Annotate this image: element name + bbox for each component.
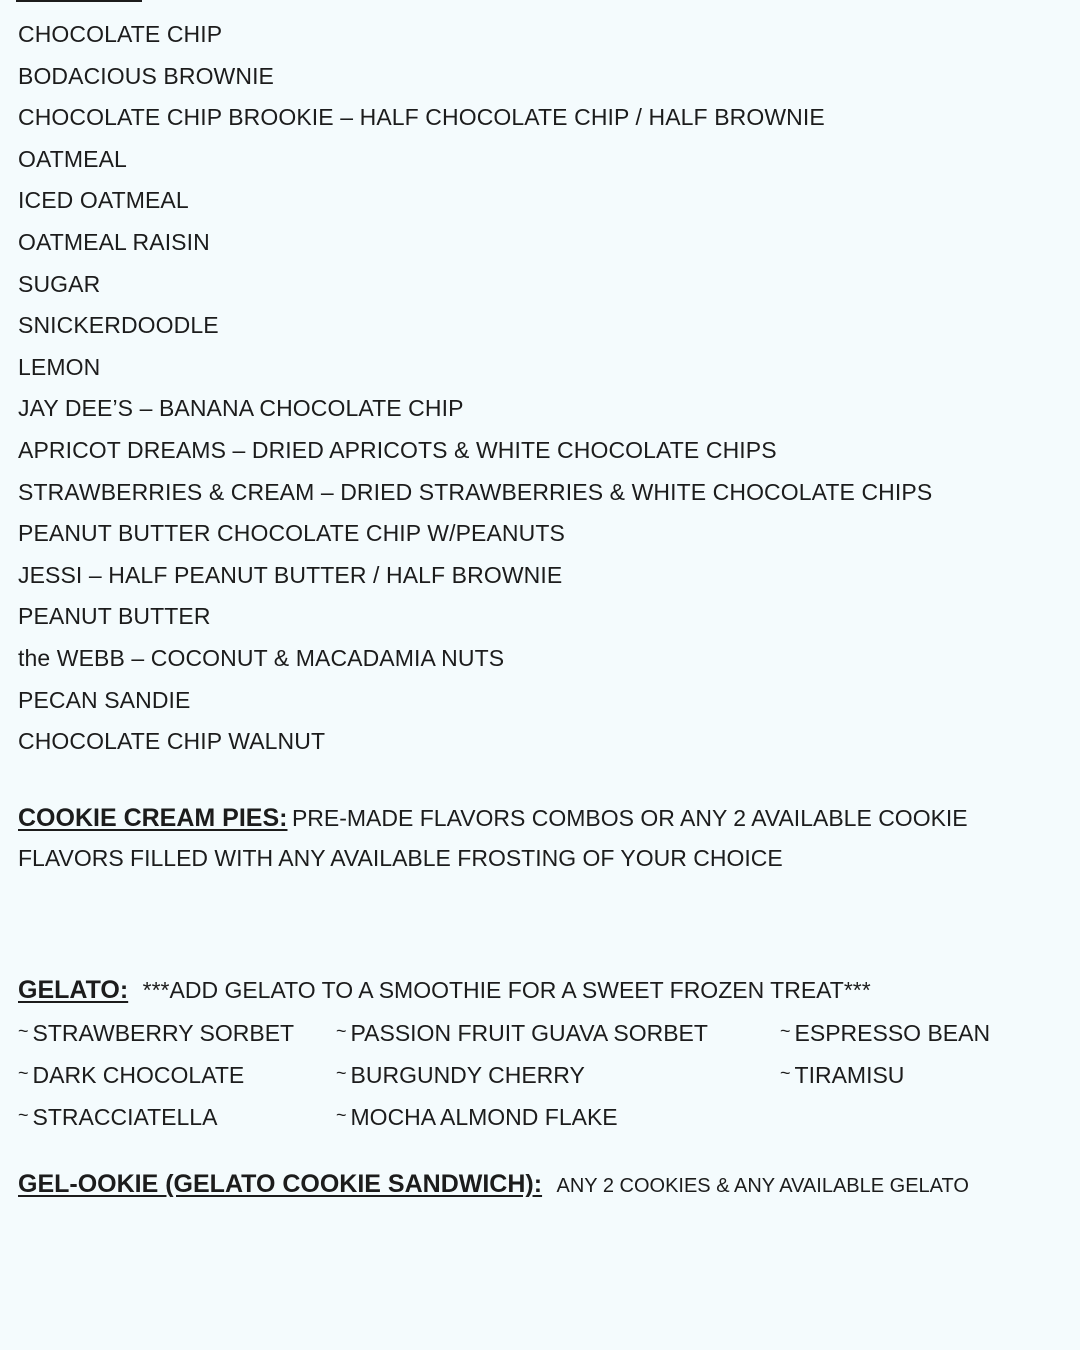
gelato-flavor-item: [18, 1011, 294, 1054]
gel-ookie-description: ANY 2 COOKIES & ANY AVAILABLE GELATO: [556, 1175, 969, 1197]
list-item: PEANUT BUTTER: [18, 603, 211, 630]
list-item: CHOCOLATE CHIP: [18, 21, 223, 47]
list-item: OATMEAL: [18, 145, 127, 172]
gelato-flavor-label: ESPRESSO BEAN: [794, 1020, 991, 1046]
list-item: ICED OATMEAL: [18, 187, 189, 214]
gelato-flavor-item: [780, 1053, 904, 1096]
gelato-flavor-label: TIRAMISU: [794, 1062, 905, 1088]
list-item: JAY DEE’S – BANANA CHOCOLATE CHIP: [18, 395, 464, 422]
cream-pies-section: [18, 800, 1018, 880]
tilde-bullet-icon: ~: [336, 1063, 347, 1083]
list-item: STRAWBERRIES & CREAM – DRIED STRAWBERRIES & WHITE CHOCOLATE CHIPS: [18, 478, 933, 505]
tilde-bullet-icon: ~: [18, 1063, 29, 1083]
gelato-flavor-label: STRAWBERRY SORBET: [32, 1020, 295, 1046]
gelato-flavor-label: STRACCIATELLA: [32, 1104, 218, 1130]
list-item: LEMON: [18, 353, 101, 380]
gelato-flavor-grid: [18, 1011, 1018, 1137]
gelato-flavor-item: [18, 1053, 244, 1096]
gelato-flavor-item: [18, 1095, 217, 1138]
cream-pies-heading: COOKIE CREAM PIES:: [18, 804, 288, 832]
gelato-section-header: [18, 970, 1018, 1014]
tilde-bullet-icon: ~: [18, 1105, 29, 1125]
list-item: BODACIOUS BROWNIE: [18, 62, 275, 89]
tilde-bullet-icon: ~: [336, 1021, 347, 1041]
gel-ookie-heading: GEL-OOKIE (GELATO COOKIE SANDWICH):: [18, 1170, 543, 1198]
tilde-bullet-icon: ~: [780, 1063, 791, 1083]
list-item: OATMEAL RAISIN: [18, 228, 210, 255]
tilde-bullet-icon: ~: [336, 1105, 347, 1125]
gelato-flavor-item: [780, 1011, 990, 1054]
tilde-bullet-icon: ~: [18, 1021, 29, 1041]
gelato-flavor-label: PASSION FRUIT GUAVA SORBET: [350, 1020, 708, 1046]
cream-pies-description: PRE-MADE FLAVORS COMBOS OR ANY 2 AVAILABLE COOKIE FLAVORS FILLED WITH ANY AVAILABLE FROSTING OF YOUR CHOICE: [18, 805, 968, 871]
tilde-bullet-icon: ~: [780, 1021, 791, 1041]
gelato-flavor-item: [336, 1011, 708, 1054]
gelato-heading: GELATO:: [18, 976, 129, 1004]
list-item: PECAN SANDIE: [18, 686, 191, 713]
list-item: JESSI – HALF PEANUT BUTTER / HALF BROWNIE: [18, 561, 563, 588]
gelato-flavor-item: [336, 1053, 585, 1096]
list-item: APRICOT DREAMS – DRIED APRICOTS & WHITE CHOCOLATE CHIPS: [18, 436, 777, 463]
list-item: SNICKERDOODLE: [18, 312, 219, 339]
gelato-flavor-item: [336, 1095, 618, 1138]
cookie-flavor-list: [18, 14, 932, 763]
gel-ookie-section: [18, 1165, 1018, 1207]
gelato-flavor-label: MOCHA ALMOND FLAKE: [350, 1104, 618, 1130]
list-item: PEANUT BUTTER CHOCOLATE CHIP W/PEANUTS: [18, 520, 565, 547]
top-divider: [16, 0, 142, 2]
gelato-flavor-label: DARK CHOCOLATE: [32, 1062, 245, 1088]
list-item: CHOCOLATE CHIP WALNUT: [18, 728, 326, 755]
gelato-note: ***ADD GELATO TO A SMOOTHIE FOR A SWEET FROZEN TREAT***: [142, 977, 871, 1003]
list-item: SUGAR: [18, 270, 101, 297]
list-item: CHOCOLATE CHIP BROOKIE – HALF CHOCOLATE CHIP / HALF BROWNIE: [18, 104, 825, 131]
list-item: the WEBB – COCONUT & MACADAMIA NUTS: [18, 644, 505, 671]
gelato-flavor-label: BURGUNDY CHERRY: [350, 1062, 585, 1088]
